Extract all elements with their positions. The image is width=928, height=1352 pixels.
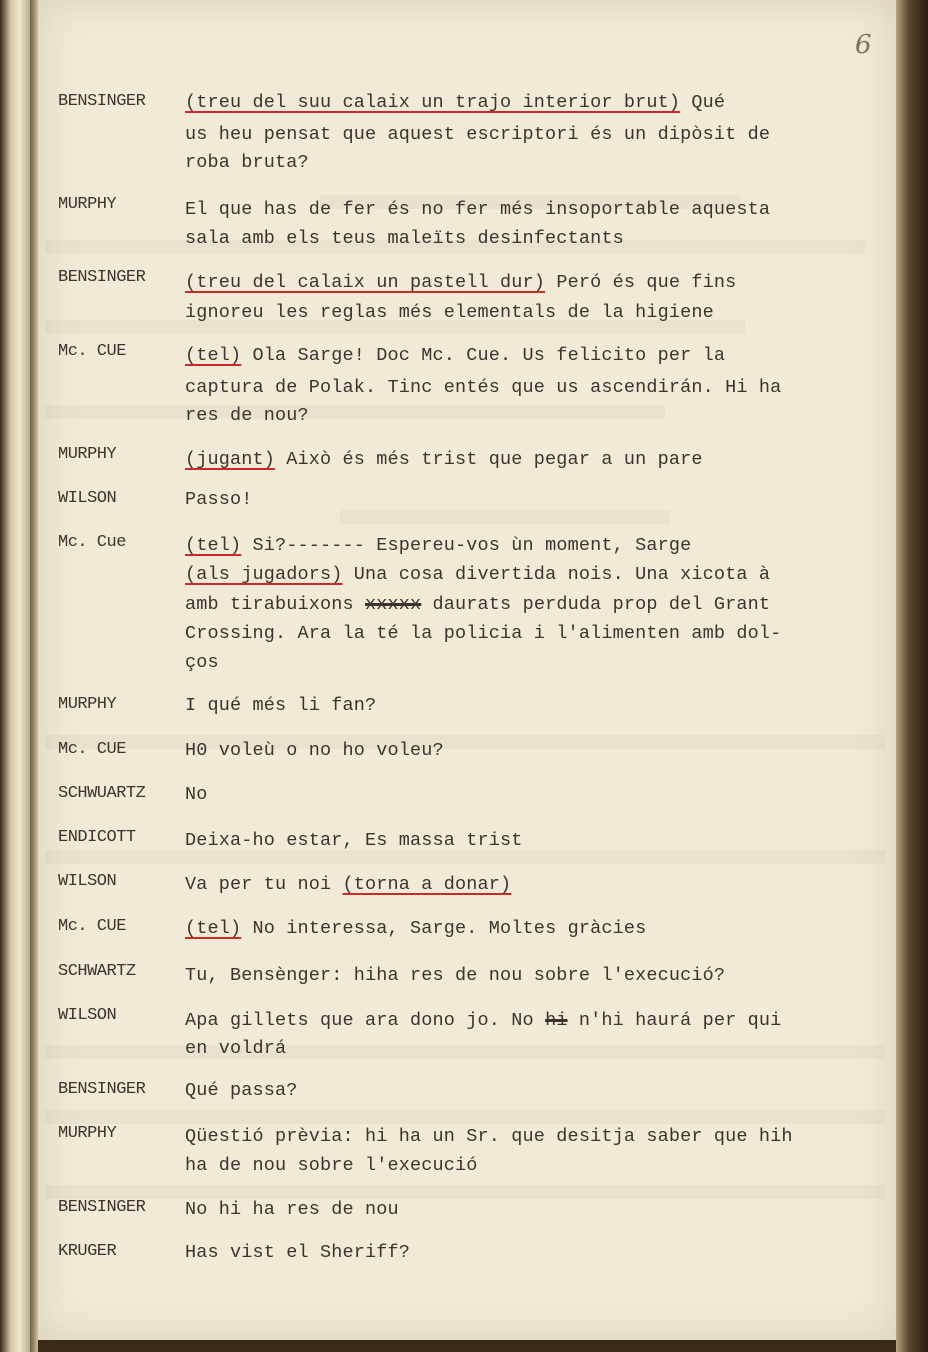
dialogue-text: Ola Sarge! Doc Mc. Cue. Us felicito per la xyxy=(241,345,726,366)
speaker-name: Mc. Cue xyxy=(58,533,126,552)
dialogue-line: Qué passa? xyxy=(185,1080,298,1101)
dialogue-line: captura de Polak. Tinc entés que us ascendirán. Hi ha xyxy=(185,377,782,398)
speaker-name: MURPHY xyxy=(58,1124,117,1143)
stage-direction: (tel) xyxy=(185,918,242,939)
dialogue-line: Deixa-ho estar, Es massa trist xyxy=(185,830,523,851)
dialogue-line xyxy=(185,1010,781,1031)
stage-direction: (jugant) xyxy=(185,449,276,470)
page-gutter xyxy=(30,0,38,1352)
dialogue-line: No xyxy=(185,784,208,805)
speaker-name: KRUGER xyxy=(58,1242,117,1261)
speaker-name: Mc. CUE xyxy=(58,740,126,759)
dialogue-text: No interessa, Sarge. Moltes gràcies xyxy=(241,918,647,939)
stage-direction: (treu del suu calaix un trajo interior brut) xyxy=(185,92,681,113)
dialogue-line xyxy=(185,272,736,293)
dialogue-line xyxy=(185,449,703,470)
speaker-name: MURPHY xyxy=(58,695,117,714)
stage-direction: (als jugadors) xyxy=(185,564,343,585)
page-bottom-edge xyxy=(38,1340,896,1352)
speaker-name: WILSON xyxy=(58,872,117,891)
dialogue-line: Tu, Bensènger: hiha res de nou sobre l'execució? xyxy=(185,965,726,986)
dialogue-text: amb tirabuixons xyxy=(185,594,366,615)
stage-direction: (tel) xyxy=(185,535,242,556)
speaker-name: Mc. CUE xyxy=(58,917,126,936)
struck-text: hi xyxy=(545,1010,568,1031)
dialogue-line: ignoreu les reglas més elementals de la higiene xyxy=(185,302,714,323)
speaker-name: Mc. CUE xyxy=(58,342,126,361)
speaker-name: WILSON xyxy=(58,489,117,508)
dialogue-text: Si?------- Espereu-vos ùn moment, Sarge xyxy=(241,535,692,556)
dialogue-line xyxy=(185,345,725,366)
dialogue-line xyxy=(185,92,725,113)
dialogue-line: ços xyxy=(185,652,219,673)
dialogue-text: Qué xyxy=(680,92,726,113)
dialogue-text: Una cosa divertida nois. Una xicota à xyxy=(342,564,771,585)
book-spine xyxy=(0,0,30,1352)
dialogue-text: h xyxy=(781,1126,793,1147)
dialogue-line: Passo! xyxy=(185,489,253,510)
dialogue-text: n'hi haurá per qui xyxy=(567,1010,782,1031)
dialogue-text: daurats perduda prop del Grant xyxy=(421,594,771,615)
dialogue-line: H0 voleù o no ho voleu? xyxy=(185,740,444,761)
speaker-name: WILSON xyxy=(58,1006,117,1025)
dialogue-line: res de nou? xyxy=(185,405,309,426)
speaker-name: BENSINGER xyxy=(58,268,146,287)
speaker-name: SCHWARTZ xyxy=(58,962,136,981)
dialogue-line: Has vist el Sheriff? xyxy=(185,1242,411,1263)
dialogue-text: Qüestió prèvia: hi ha un Sr. que desitja saber que hi xyxy=(185,1126,782,1147)
dialogue-line: roba bruta? xyxy=(185,152,309,173)
dialogue-line: en voldrá xyxy=(185,1038,287,1059)
dialogue-line: Crossing. Ara la té la policia i l'alimenten amb dol- xyxy=(185,623,782,644)
stage-direction: (tel) xyxy=(185,345,242,366)
dialogue-text: Apa gillets que ara dono jo. No xyxy=(185,1010,546,1031)
stage-direction: (treu del calaix un pastell dur) xyxy=(185,272,546,293)
speaker-name: SCHWUARTZ xyxy=(58,784,146,803)
dialogue-line: ha de nou sobre l'execució xyxy=(185,1155,478,1176)
page-number: 6 xyxy=(855,30,872,60)
dialogue-line xyxy=(185,535,691,556)
dialogue-line xyxy=(185,918,646,939)
page-edge xyxy=(896,0,928,1352)
dialogue-text: Va per tu noi xyxy=(185,874,343,895)
speaker-name: ENDICOTT xyxy=(58,828,136,847)
speaker-name: BENSINGER xyxy=(58,92,146,111)
dialogue-line: us heu pensat que aquest escriptori és un dipòsit de xyxy=(185,124,771,145)
dialogue-line: No hi ha res de nou xyxy=(185,1199,399,1220)
struck-text: xxxxx xyxy=(365,594,422,615)
dialogue-line xyxy=(185,874,511,895)
dialogue-line xyxy=(185,594,770,615)
dialogue-line: I qué més li fan? xyxy=(185,695,377,716)
speaker-name: BENSINGER xyxy=(58,1080,146,1099)
stage-direction: (torna a donar) xyxy=(342,874,512,895)
dialogue-line: El que has de fer és no fer més insoportable aquesta xyxy=(185,199,771,220)
dialogue-text: Això és més trist que pegar a un pare xyxy=(275,449,703,470)
dialogue-line xyxy=(185,564,770,585)
speaker-name: MURPHY xyxy=(58,445,117,464)
speaker-name: BENSINGER xyxy=(58,1198,146,1217)
dialogue-line xyxy=(185,1126,793,1147)
dialogue-text: Peró és que fins xyxy=(545,272,737,293)
speaker-name: MURPHY xyxy=(58,195,117,214)
dialogue-line: sala amb els teus maleïts desinfectants xyxy=(185,228,624,249)
